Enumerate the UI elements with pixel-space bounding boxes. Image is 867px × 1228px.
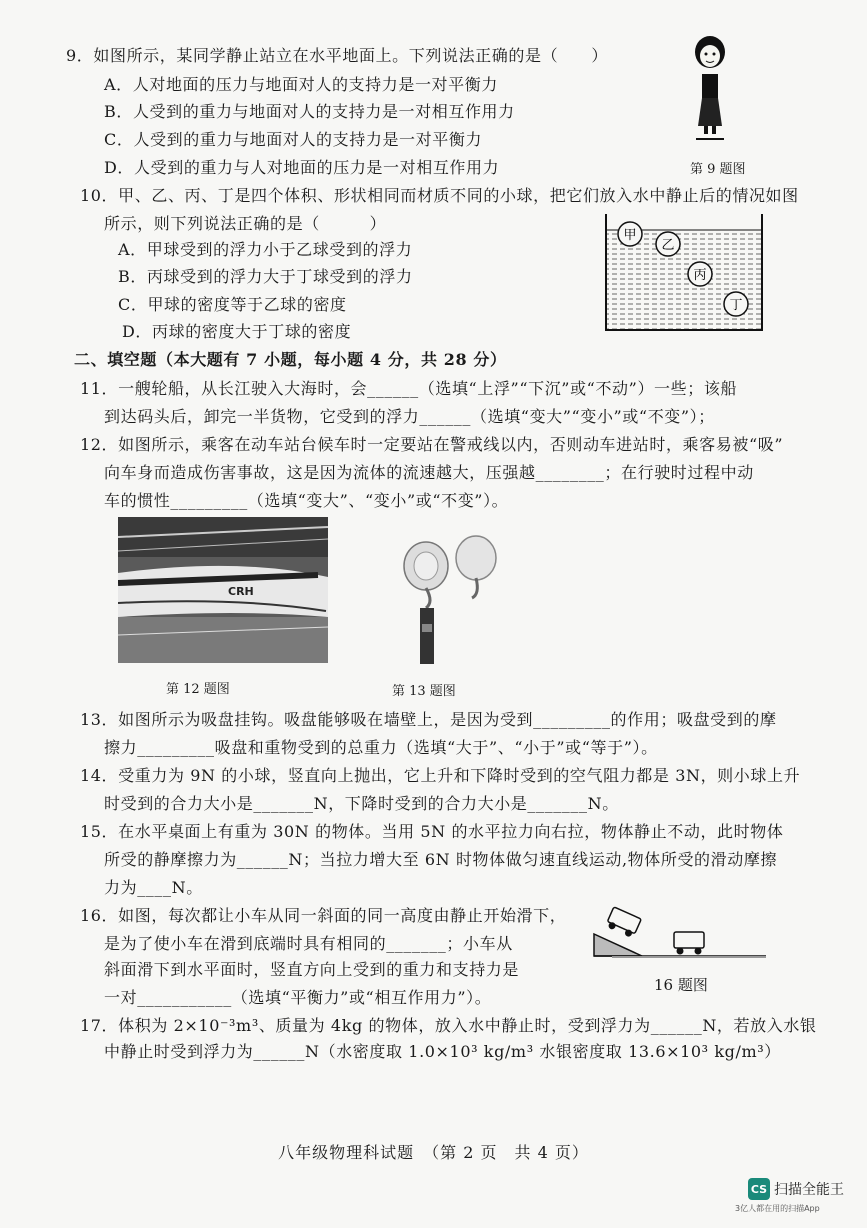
ramp-cart-diagram xyxy=(592,898,768,960)
q9-option-c: C．人受到的重力与地面对人的支持力是一对平衡力 xyxy=(104,130,483,149)
person-figure xyxy=(680,34,740,154)
q13-line-2: 擦力_________吸盘和重物受到的总重力（选填“大于”、“小于”或“等于”）。 xyxy=(104,738,658,757)
q17-line-2: 中静止时受到浮力为______N（水密度取 1.0×10³ kg/m³ 水银密度取 13.6×10³ kg/m³） xyxy=(104,1042,781,1061)
page-footer: 八年级物理科试题 （第 2 页 共 4 页） xyxy=(278,1143,589,1162)
ball-yi-label: 乙 xyxy=(661,238,675,253)
q10-option-c: C．甲球的密度等于乙球的密度 xyxy=(118,295,347,314)
q12-caption: 第 12 题图 xyxy=(166,682,230,697)
q9-caption: 第 9 题图 xyxy=(690,162,746,177)
q16-line-2: 是为了使小车在滑到底端时具有相同的_______；小车从 xyxy=(104,934,513,953)
q12-line-1: 12．如图所示，乘客在动车站台候车时一定要站在警戒线以内，否则动车进站时，乘客易被“吸” xyxy=(80,435,784,454)
suction-hook-photo xyxy=(398,528,508,666)
q10-option-a: A．甲球受到的浮力小于乙球受到的浮力 xyxy=(118,240,413,259)
q15-line-3: 力为____N。 xyxy=(104,878,203,897)
train-photo xyxy=(118,517,328,663)
q9-stem: 9．如图所示，某同学静止站立在水平地面上。下列说法正确的是（ ） xyxy=(66,46,608,65)
q11-line-2: 到达码头后，卸完一半货物，它受到的浮力______（选填“变大”“变小”或“不变”）； xyxy=(104,407,715,426)
scanner-app-name: 扫描全能王 xyxy=(774,1182,844,1198)
q9-option-d: D．人受到的重力与人对地面的压力是一对相互作用力 xyxy=(104,158,500,177)
q10-stem: 10．甲、乙、丙、丁是四个体积、形状相同而材质不同的小球，把它们放入水中静止后的情况如图 xyxy=(80,186,799,205)
q10-option-d: D．丙球的密度大于丁球的密度 xyxy=(122,322,352,341)
q17-line-1: 17．体积为 2×10⁻³m³、质量为 4kg 的物体，放入水中静止时，受到浮力为______N，若放入水银 xyxy=(80,1016,817,1035)
ball-bing-label: 丙 xyxy=(693,268,707,283)
q9-option-a: A．人对地面的压力与地面对人的支持力是一对平衡力 xyxy=(104,75,498,94)
ball-ding-label: 丁 xyxy=(729,298,743,313)
q15-line-1: 15．在水平桌面上有重为 30N 的物体。当用 5N 的水平拉力向右拉，物体静止不动，此时物体 xyxy=(80,822,784,841)
train-logo-text: CRH xyxy=(228,585,254,598)
q14-line-2: 时受到的合力大小是_______N，下降时受到的合力大小是_______N。 xyxy=(104,794,619,813)
q14-line-1: 14．受重力为 9N 的小球，竖直向上抛出，它上升和下降时受到的空气阻力都是 3N，则小球上升 xyxy=(80,766,801,785)
q12-line-2: 向车身而造成伤害事故，这是因为流体的流速越大，压强越________；在行驶时过程中动 xyxy=(104,463,754,482)
q16-caption: 16 题图 xyxy=(654,976,708,994)
q16-line-4: 一对___________（选填“平衡力”或“相互作用力”）。 xyxy=(104,988,492,1007)
q13-line-1: 13．如图所示为吸盘挂钩。吸盘能够吸在墙壁上，是因为受到_________的作用；吸盘受到的摩 xyxy=(80,710,777,729)
water-container-diagram xyxy=(604,212,766,334)
q11-line-1: 11．一艘轮船，从长江驶入大海时，会______（选填“上浮”“下沉”或“不动”）一些；该船 xyxy=(80,379,738,398)
scanner-slogan: 3亿人都在用的扫描App xyxy=(735,1204,820,1213)
q16-line-1: 16．如图，每次都让小车从同一斜面的同一高度由静止开始滑下， xyxy=(80,906,567,925)
q13-caption: 第 13 题图 xyxy=(392,684,456,699)
section-title-fill-in: 二、填空题（本大题有 7 小题，每小题 4 分，共 28 分） xyxy=(74,350,507,369)
q15-line-2: 所受的静摩擦力为______N；当拉力增大至 6N 时物体做匀速直线运动,物体所受的滑动摩擦 xyxy=(104,850,778,869)
scanner-watermark xyxy=(748,1178,844,1200)
q10-stem-cont: 所示，则下列说法正确的是（ ） xyxy=(104,214,387,233)
q9-option-b: B．人受到的重力与地面对人的支持力是一对相互作用力 xyxy=(104,102,515,121)
q10-option-b: B．丙球受到的浮力大于丁球受到的浮力 xyxy=(118,267,413,286)
q16-line-3: 斜面滑下到水平面时，竖直方向上受到的重力和支持力是 xyxy=(104,960,520,979)
ball-jia-label: 甲 xyxy=(623,228,637,243)
cs-logo-icon: CS xyxy=(748,1178,770,1200)
q12-line-3: 车的惯性_________（选填“变大”、“变小”或“不变”）。 xyxy=(104,491,509,510)
